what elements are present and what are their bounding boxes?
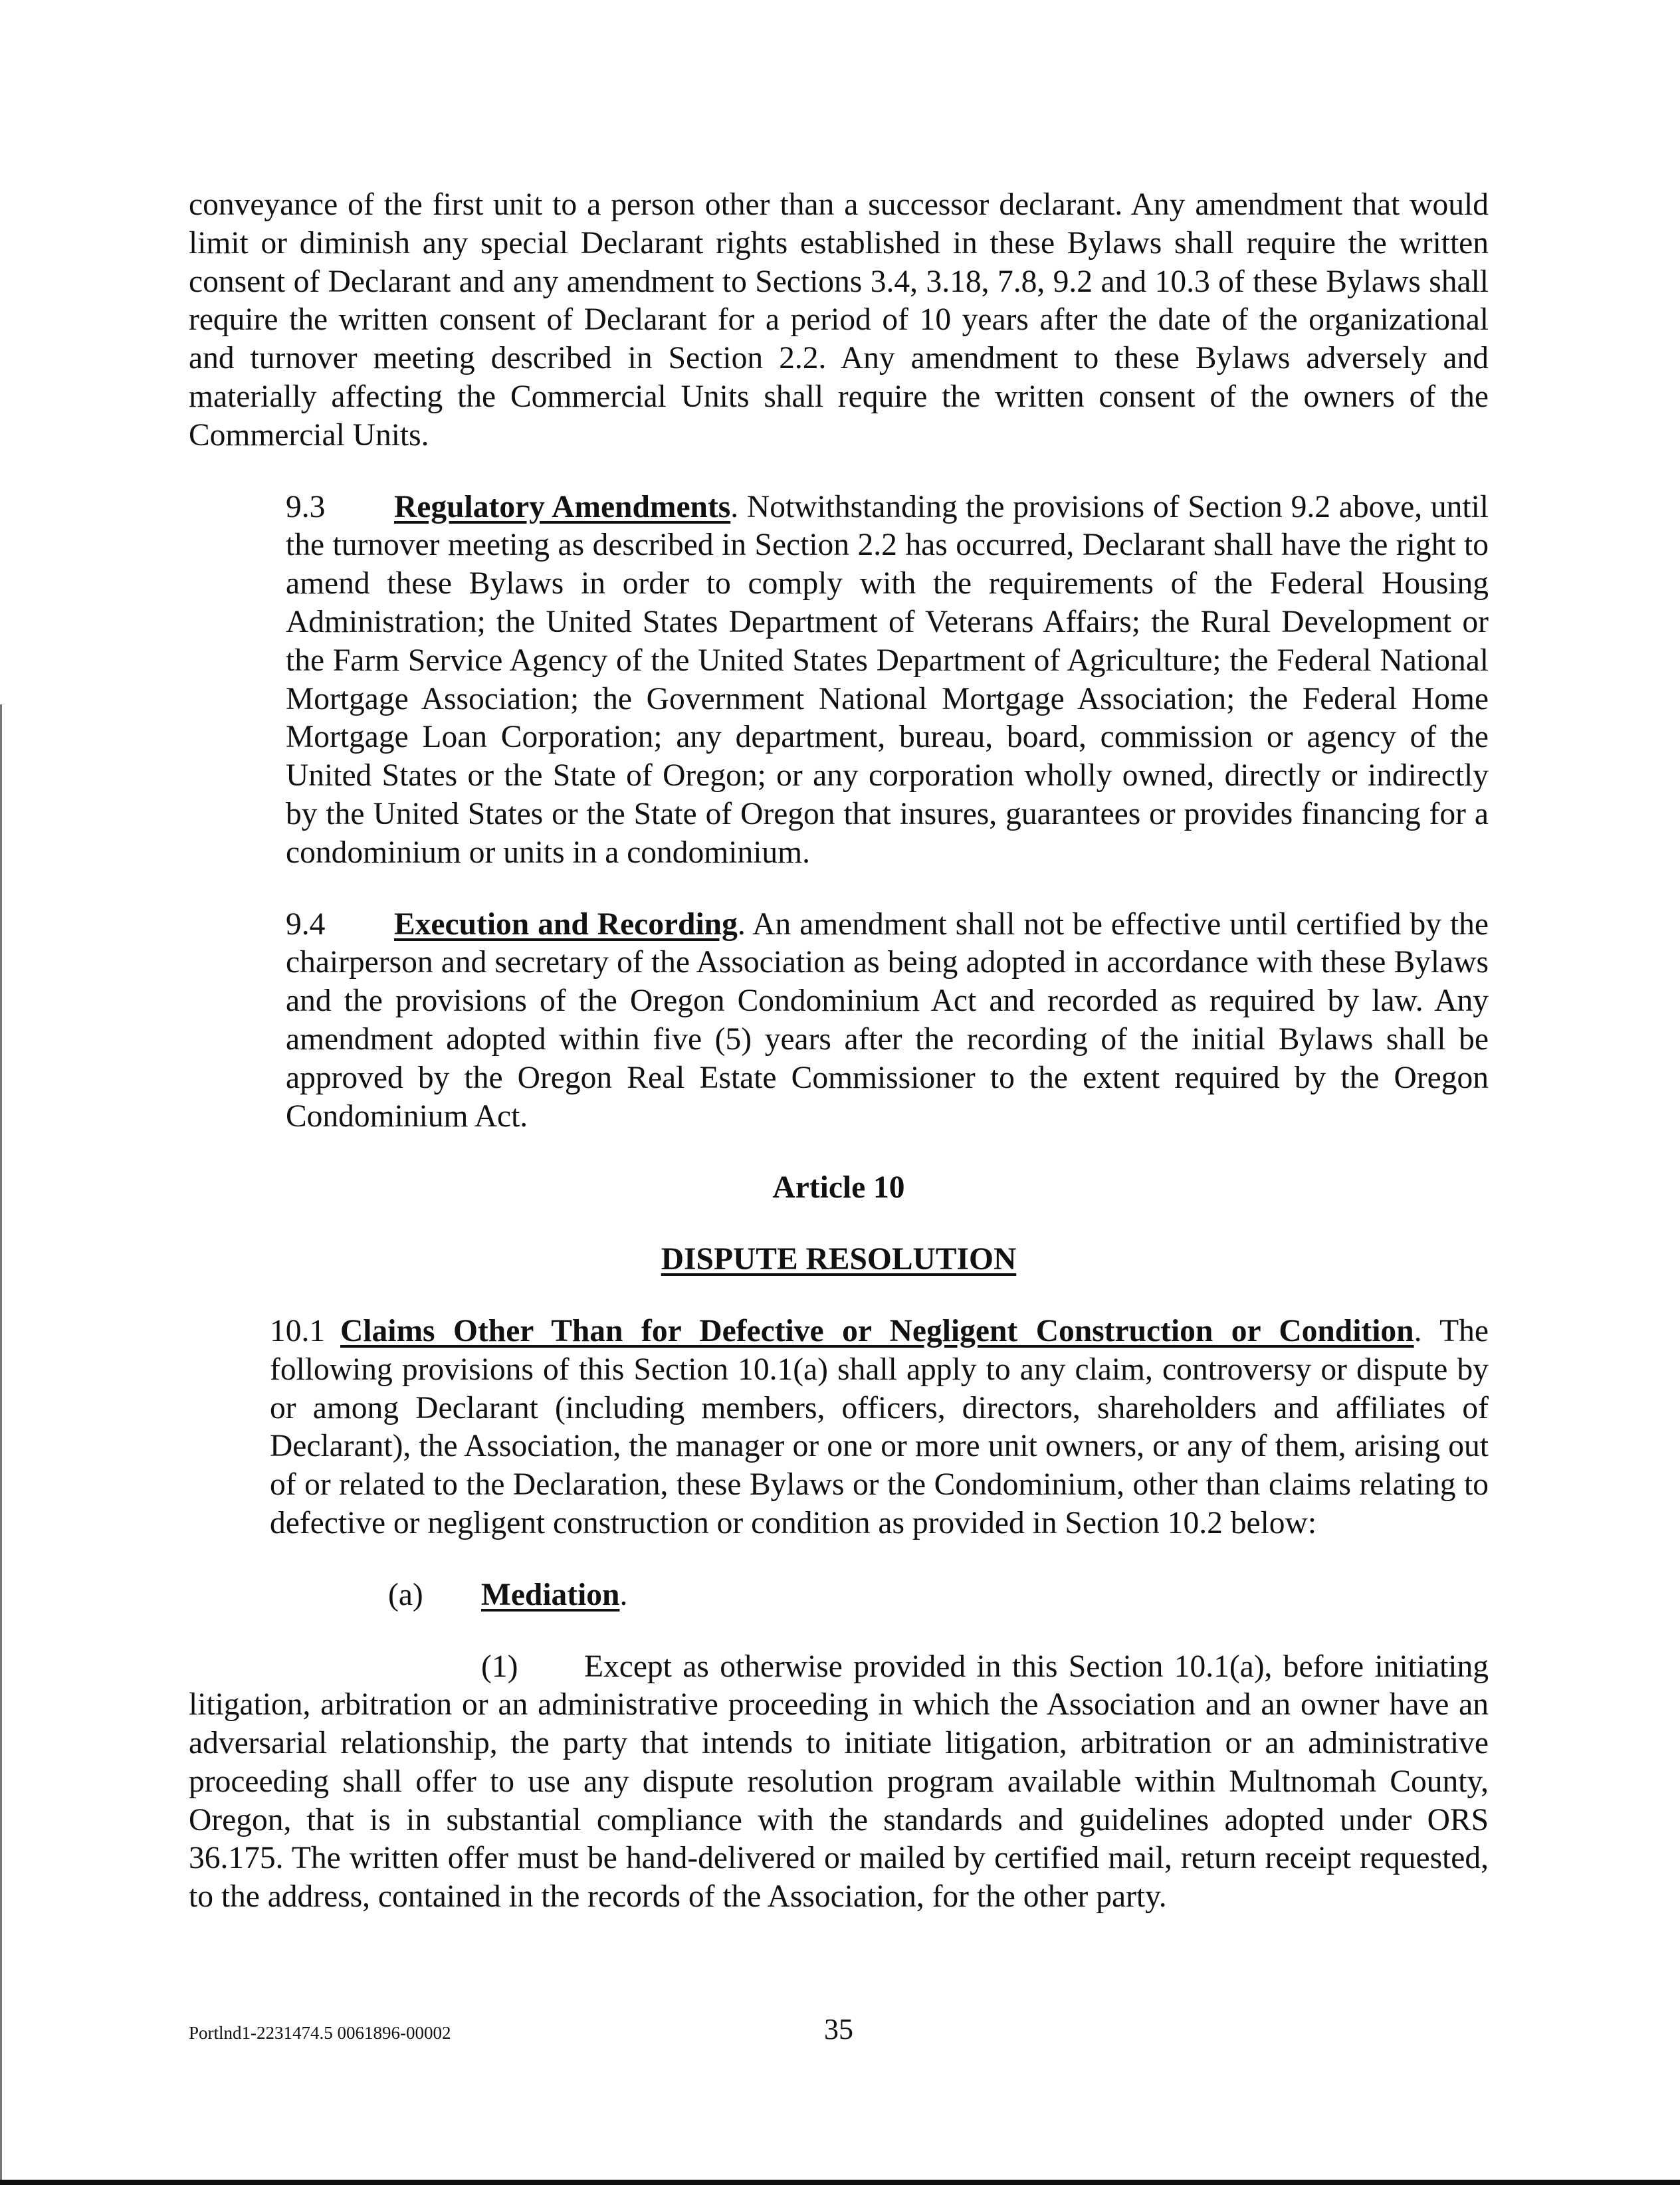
section-heading: Execution and Recording [394,906,738,942]
scan-edge-line [0,704,2,2180]
section-text: . An amendment shall not be effective until certified by the chairperson and secretary of the Association as being adopted in accordance with these Bylaws and the provisions of the Oregon Condominium Act and recorded as required by law. Any amendment adopted within five (5) years after the recording of the initial Bylaws shall be approved by the Oregon Real Estate Commissioner to the extent required by the Oregon Condominium Act. [286,906,1489,1134]
section-text: . Notwithstanding the provisions of Section 9.2 above, until the turnover meeting as described in Section 2.2 has occurred, Declarant shall have the right to amend these Bylaws in order to comply with the requirements of the Federal Housing Administration; the United States Department of Veterans Affairs; the Rural Development or the Farm Service Agency of the United States Department of Agriculture; the Federal National Mortgage Association; the Government National Mortgage Association; the Federal Home Mortgage Loan Corporation; any department, bureau, board, commission or agency of the United States or the State of Oregon; or any corporation wholly owned, directly or indirectly by the United States or the State of Oregon that insures, guarantees or provides financing for a condominium or units in a condominium. [286,489,1489,870]
page-number: 35 [824,2013,853,2045]
subsection-tail: . [619,1577,628,1612]
paragraph-continuation: conveyance of the first unit to a person other than a successor declarant. Any amendment that would limit or diminish any special Declarant rights established in these Bylaws shall require the written consent of Declarant and any amendment to Sections 3.4, 3.18, 7.8, 9.2 and 10.3 of these Bylaws shall require the written consent of Declarant for a period of 10 years after the date of the organizational and turnover meeting described in Section 2.2. Any amendment to these Bylaws adversely and materially affecting the Commercial Units shall require the written consent of the owners of the Commercial Units. [189,187,1489,453]
subsection-1 [189,1648,1489,1917]
article-heading: Article 10 [772,1170,905,1205]
subsection-a [189,1576,1489,1615]
document-body [189,186,1489,1917]
article-title: DISPUTE RESOLUTION [661,1242,1017,1277]
section-heading: Claims Other Than for Defective or Negligent Construction or Condition [340,1313,1414,1348]
section-number: 9.3 [286,489,326,524]
subsection-number: (1) [481,1649,518,1684]
section-heading: Regulatory Amendments [394,489,731,524]
section-9-4 [189,906,1489,1136]
section-number: 10.1 [270,1313,326,1348]
section-number: 9.4 [286,906,326,942]
subsection-text: Except as otherwise provided in this Section 10.1(a), before initiating litigation, arbitration or an administrative proceeding in which the Association and an owner have an adversarial relationship, the party that intends to initiate litigation, arbitration or an administrative proceeding shall offer to use any dispute resolution program available within Multnomah County, Oregon, that is in substantial compliance with the standards and guidelines adopted under ORS 36.175. The written offer must be hand-delivered or mailed by certified mail, return receipt requested, to the address, contained in the records of the Association, for the other party. [189,1649,1489,1915]
subsection-heading: Mediation [481,1577,620,1612]
document-reference: Portlnd1-2231474.5 0061896-00002 [189,2023,451,2043]
subsection-number: (a) [388,1577,423,1612]
section-9-3 [189,488,1489,873]
section-text: . The following provisions of this Section 10.1(a) shall apply to any claim, controversy or dispute by or among Declarant (including members, officers, directors, shareholders and affiliates of Declarant), the Association, the manager or one or more unit owners, or any of them, arising out of or related to the Declaration, these Bylaws or the Condominium, other than claims relating to defective or negligent construction or condition as provided in Section 10.2 below: [270,1313,1489,1540]
scan-bottom-edge [0,2180,1680,2185]
section-10-1 [189,1312,1489,1543]
